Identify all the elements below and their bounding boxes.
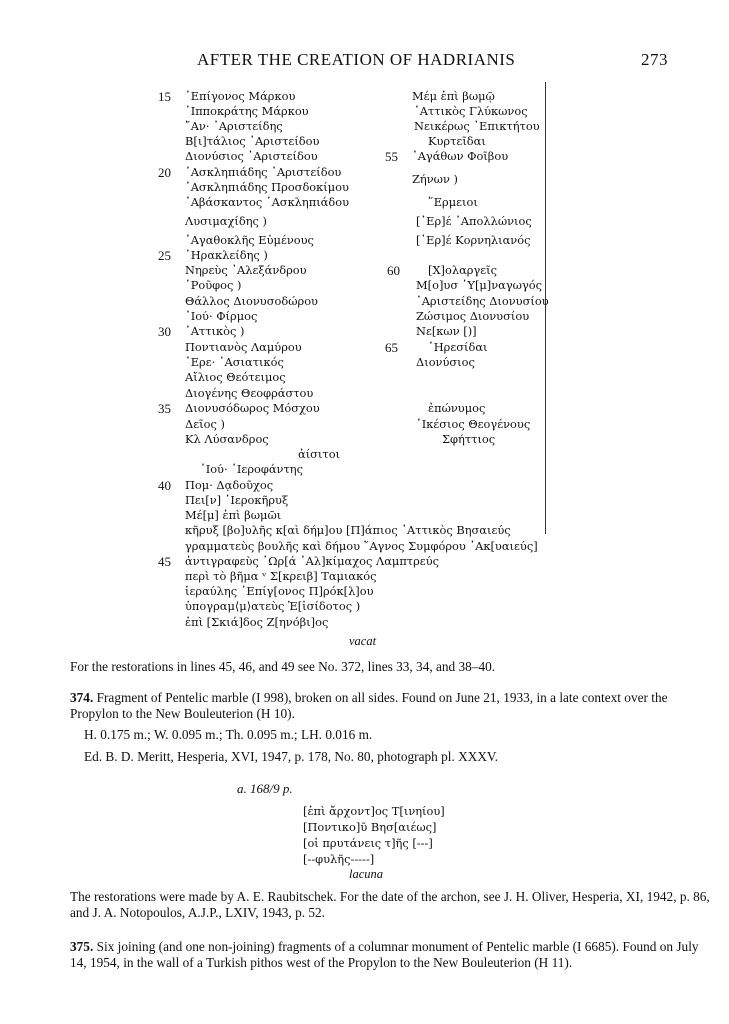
inscription-line: Μέμ ἐπὶ βωμῷ: [412, 89, 495, 103]
entry-374-line: [οἱ πρυτάνεις τ]ῆς [---]: [303, 836, 433, 850]
entry-374-edition: Ed. B. D. Meritt, Hesperia, XVI, 1947, p. 178, No. 80, photograph pl. XXXV.: [84, 749, 499, 764]
inscription-line: ῾Ιπποκράτης Μάρκου: [185, 104, 309, 118]
inscription-line: Πομ· Δᾳδοῦχος: [185, 478, 274, 492]
entry-374-dimensions: H. 0.175 m.; W. 0.095 m.; Th. 0.095 m.; LH. 0.016 m.: [84, 727, 373, 742]
entry-374-text: Fragment of Pentelic marble (I 998), broken on all sides. Found on June 21, 1933, in a late context over the Propylon to the New Bouleuterion (H 10).: [70, 690, 668, 721]
inscription-line: Διονύσιος: [416, 355, 475, 369]
inscription-line: Μ[ο]υσ ῾Υ[μ]ναγωγός: [416, 278, 542, 292]
inscription-line: Νεικέρως ᾿Επικτήτου: [414, 119, 540, 133]
entry-374-line: [ἐπὶ ἄρχοντ]ος Τ[ινηίου]: [303, 804, 445, 818]
inscription-line: Διονύσιος ᾿Αριστείδου: [185, 149, 318, 163]
inscription-line: ῾Ηρακλείδης ): [185, 248, 268, 262]
inscription-line: ᾿Αβάσκαντος ᾿Ασκληπιάδου: [185, 195, 350, 209]
inscription-line: ᾿Ιού· ῾Ιεροφάντης: [200, 462, 303, 476]
note-373: For the restorations in lines 45, 46, and 49 see No. 372, lines 33, 34, and 38–40.: [70, 659, 496, 674]
inscription-line: Ποντιανὸς Λαμύρου: [185, 340, 302, 354]
page-title: AFTER THE CREATION OF HADRIANIS: [197, 50, 516, 69]
line-number: 45: [158, 554, 171, 569]
page-number: 273: [641, 50, 668, 69]
inscription-line: ἱεραύλης ᾿Επίγ[ονος Π]ρόκ[λ]ου: [185, 584, 374, 598]
inscription-line: ᾿Ερε· ᾿Ασιατικός: [185, 355, 284, 369]
inscription-line: ῎Αν· ᾿Αριστείδης: [185, 119, 283, 133]
line-number: 20: [158, 165, 171, 180]
inscription-line: Β[ι]τάλιος ᾿Αριστείδου: [185, 134, 320, 148]
entry-374-date: a. 168/9 p.: [237, 781, 293, 796]
inscription-line: ᾿Ιού· Φίρμος: [185, 309, 258, 323]
inscription-line: Νηρεὺς ᾿Αλεξάνδρου: [185, 263, 307, 277]
inscription-line: ῾Ικέσιος Θεογένους: [416, 417, 531, 431]
inscription-line: ἀντιγραφεὺς ῾Ωρ[ά ᾿Αλ]κίμαχος Λαμπτρεύς: [185, 554, 440, 568]
inscription-line: Πει[ν] ῾Ιεροκῆρυξ: [185, 493, 289, 507]
inscription-line: Κλ Λύσανδρος: [185, 432, 269, 446]
line-number: 30: [158, 324, 171, 339]
inscription-line: [῾Ερ]έ Κορνηλιανός: [416, 233, 531, 247]
line-number: 15: [158, 89, 171, 104]
entry-374-note: The restorations were made by A. E. Raubitschek. For the date of the archon, see J. H. Oliver, Hesperia, XI, 1942, p. 86, and J. A. Notopoulos, A.J.P., LXIV, 1943, p. 52.: [70, 889, 710, 920]
inscription-line: Θάλλος Διονυσοδώρου: [185, 294, 318, 308]
inscription-line: ᾿Ασκληπιάδης Προσδοκίμου: [185, 180, 349, 194]
inscription-line: [῾Ερ]έ ᾿Απολλώνιος: [416, 214, 532, 228]
entry-375-description: [70, 939, 710, 971]
inscription-line: Κυρτεῖδαι: [428, 134, 486, 148]
entry-374-number: 374.: [70, 690, 94, 705]
inscription-line: Ζήνων ): [412, 172, 458, 186]
inscription-line: ῾Ροῦφος ): [185, 278, 242, 292]
inscription-line: Σφήττιος: [442, 432, 496, 446]
inscription-line: ᾿Αττικὸς Γλύκωνος: [414, 104, 528, 118]
inscription-line: Αἴλιος Θεότειμος: [185, 370, 286, 384]
inscription-line: ᾿Αγαθοκλῆς Εὐμένους: [185, 233, 314, 247]
inscription-line: γραμματεὺς βουλῆς καὶ δήμου ῞Αγνος Συμφόρου ᾿Ακ[υαιεύς]: [185, 539, 538, 553]
inscription-line: ῞Ερμειοι: [428, 195, 478, 209]
line-number: 25: [158, 248, 171, 263]
inscription-line: περὶ τὸ βῆμα ᵛ Σ[κρειβ] Ταμιακός: [185, 569, 377, 583]
line-number: 40: [158, 478, 171, 493]
inscription-line: [Χ]ολαργεῖς: [428, 263, 498, 277]
entry-374-line: [--φυλῆς-----]: [303, 852, 375, 866]
inscription-line: κῆρυξ [βο]υλῆς κ[αὶ δήμ]ου [Π]άπιος ᾿Αττικὸς Βησαιεύς: [185, 523, 511, 537]
inscription-line: ᾿Αγάθων Φοῖβου: [412, 149, 509, 163]
line-number: 60: [387, 263, 400, 278]
entry-374-line: [Ποντικο]ῦ Βησ[αιέως]: [303, 820, 437, 834]
inscription-line: ᾿Επίγονος Μάρκου: [185, 89, 296, 103]
entry-374-description: [70, 690, 710, 722]
inscription-line: ἀίσιτοι: [298, 447, 341, 461]
line-number: 55: [385, 149, 398, 164]
inscription-line: Μέ[μ] ἐπὶ βωμῶι: [185, 508, 282, 522]
inscription-line: ᾿Αριστείδης Διονυσίου: [416, 294, 549, 308]
inscription-line: Λυσιμαχίδης ): [185, 214, 267, 228]
lacuna-label: lacuna: [349, 867, 384, 881]
inscription-line: ᾿Αττικὸς ): [185, 324, 245, 338]
vacat-label: vacat: [349, 634, 377, 648]
line-number: 65: [385, 340, 398, 355]
line-number: 35: [158, 401, 171, 416]
inscription-line: ἐπώνυμος: [428, 401, 486, 415]
entry-375-number: 375.: [70, 939, 94, 954]
inscription-line: ἐπὶ [Σκιά]δος Ζ[ηνόβι]ος: [185, 615, 329, 629]
inscription-line: ὑπογραμ⟨μ⟩ατεὺς Ἐ[ἰσίδοτος ): [185, 599, 361, 613]
inscription-line: Διογένης Θεοφράστου: [185, 386, 314, 400]
inscription-line: Διονυσόδωρος Μόσχου: [185, 401, 320, 415]
inscription-line: Νε[κων [)]: [416, 324, 477, 338]
inscription-line: ᾿Ασκληπιάδης ᾿Αριστείδου: [185, 165, 342, 179]
inscription-line: Ζώσιμος Διονυσίου: [416, 309, 530, 323]
inscription-line: Δεῖος ): [185, 417, 225, 431]
inscription-line: ᾿Ηρεσίδαι: [428, 340, 488, 354]
entry-375-text: Six joining (and one non-joining) fragments of a columnar monument of Pentelic marble (I 6685). Found on July 14, 1954, in the wall of a Turkish pithos west of the Propylon to the New Bouleuterion (H 11).: [70, 939, 699, 970]
